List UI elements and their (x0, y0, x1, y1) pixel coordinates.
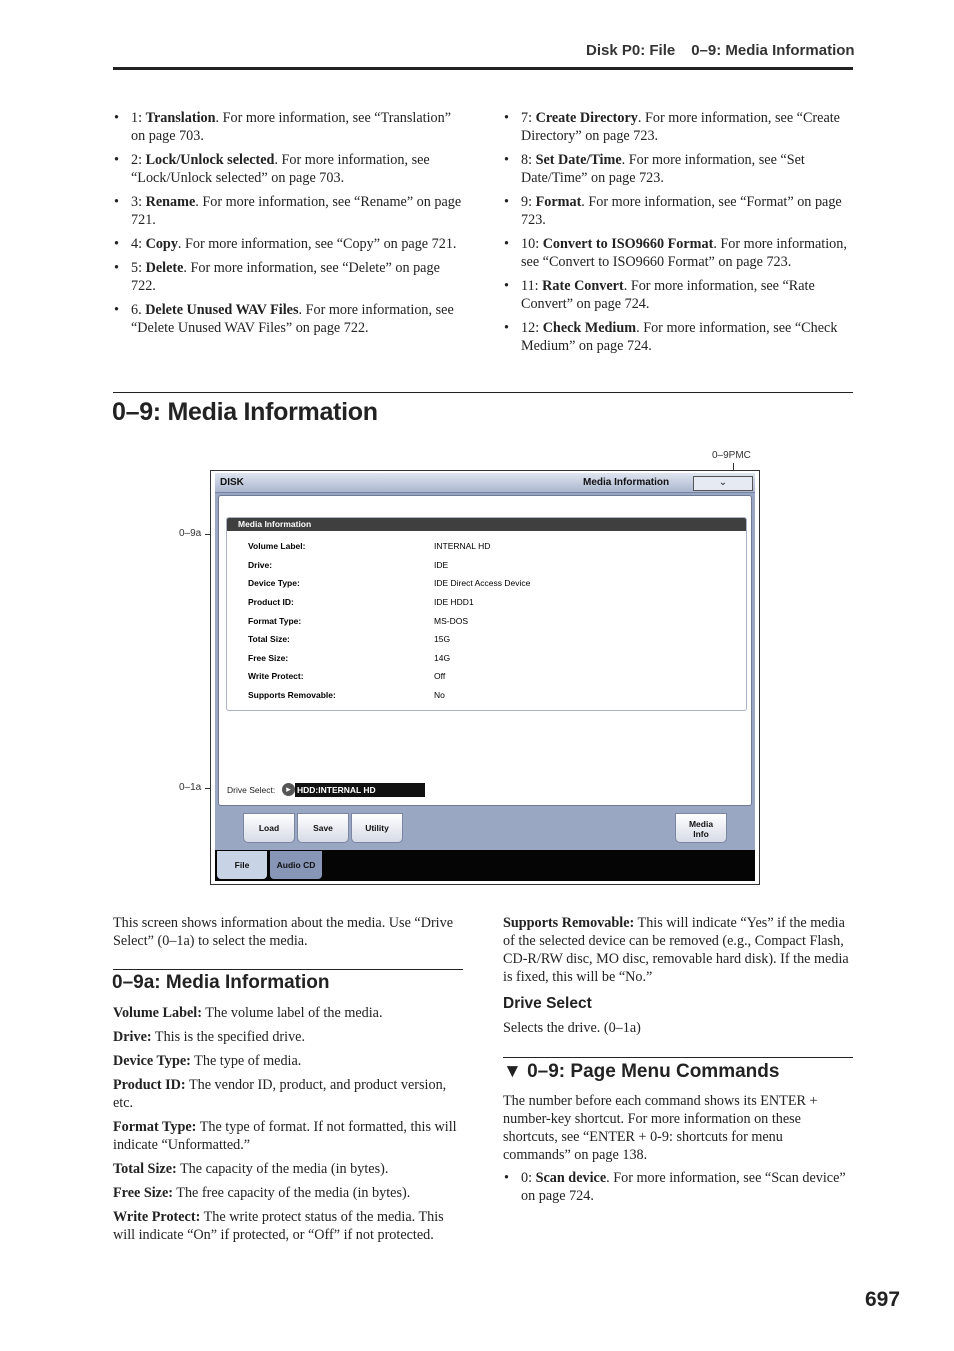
list-item: • 4: Copy. For more information, see “Copy” on page 721. (113, 235, 463, 253)
definition: Total Size: The capacity of the media (in bytes). (113, 1161, 389, 1177)
intro-paragraph: This screen shows information about the media. Use “Drive Select” (0–1a) to select the media. (113, 915, 454, 949)
page-label: Media Information (583, 477, 670, 488)
mode-label: DISK (220, 477, 244, 488)
list-item: • 2: Lock/Unlock selected. For more information, see “Lock/Unlock selected” on page 703. (113, 151, 463, 187)
supports-removable-definition: Supports Removable: This will indicate “Yes” if the media of the selected device can be removed (e.g., Compact Flash, CD-R/RW disc, MO disc, removable hard disk). If the media is fixed, this will be “No.” (503, 915, 849, 985)
drive-select-value[interactable]: HDD:INTERNAL HD (295, 783, 425, 797)
list-item: • 5: Delete. For more information, see “Delete” on page 722. (113, 259, 463, 295)
drive-select[interactable] (227, 783, 527, 797)
list-item: • 11: Rate Convert. For more information, see “Rate Convert” on page 724. (503, 277, 853, 313)
command-list-left (113, 109, 463, 343)
drive-select-text: Selects the drive. (0–1a) (503, 1020, 641, 1036)
save-button[interactable]: Save (297, 813, 349, 843)
media-info-label-line1: Media (688, 819, 714, 829)
tab-audio-cd[interactable]: Audio CD (270, 851, 322, 879)
list-item: • 7: Create Directory. For more information, see “Create Directory” on page 723. (503, 109, 853, 145)
media-information-panel: Media Information Volume Label: INTERNAL HD Drive: IDE Device Type: IDE Direct Access Device Product ID: IDE HDD1 Format Type: MS-DOS Total Size: 15G Free Size: 14G Write Protect: Off Supports Removable: No (226, 517, 747, 711)
page-number: 697 (865, 1288, 901, 1311)
media-info-button[interactable] (675, 813, 727, 843)
pmc-callout-label: 0–9PMC (712, 450, 751, 461)
list-item: • 10: Convert to ISO9660 Format. For more information, see “Convert to ISO9660 Format” on page 723. (503, 235, 853, 271)
media-info-label-line2: Info (693, 829, 709, 839)
definition: Device Type: The type of media. (113, 1053, 302, 1069)
utility-button[interactable]: Utility (351, 813, 403, 843)
drive-select-heading: Drive Select (503, 995, 592, 1012)
screen-titlebar (215, 473, 755, 493)
running-header-section: Disk P0: File (586, 42, 676, 59)
definition: Free Size: The free capacity of the media (in bytes). (113, 1185, 411, 1201)
list-item: • 12: Check Medium. For more information, see “Check Medium” on page 724. (503, 319, 853, 355)
pmc-command-list (503, 1169, 853, 1211)
list-item: • 8: Set Date/Time. For more information, see “Set Date/Time” on page 723. (503, 151, 853, 187)
running-header-title: 0–9: Media Information (691, 42, 855, 59)
running-header (586, 42, 855, 59)
panel-title: Media Information (227, 518, 746, 531)
load-button[interactable]: Load (243, 813, 295, 843)
popup-arrow-icon[interactable]: ▸ (282, 783, 295, 796)
definition: Product ID: The vendor ID, product, and product version, etc. (113, 1077, 447, 1111)
subsection-rule (113, 969, 463, 970)
subsection-rule (503, 1057, 853, 1058)
page-menu-button[interactable] (693, 476, 753, 491)
chevron-down-icon: ⌄ (718, 477, 728, 488)
list-item: • 6. Delete Unused WAV Files. For more information, see “Delete Unused WAV Files” on page 722. (113, 301, 463, 337)
list-item: • 9: Format. For more information, see “Format” on page 723. (503, 193, 853, 229)
callout-1a-label: 0–1a (179, 782, 202, 793)
drive-select-label: Drive Select: (227, 785, 276, 795)
subsection-title-page-menu-commands: ▼ 0–9: Page Menu Commands (503, 1061, 780, 1082)
tab-file[interactable]: File (217, 851, 267, 879)
definitions (113, 1004, 463, 1250)
header-rule (113, 67, 853, 70)
definition: Write Protect: The write protect status of the media. This will indicate “On” if protected, or “Off” if not protected. (113, 1209, 444, 1243)
callout-9a-label: 0–9a (179, 528, 202, 539)
section-title: 0–9: Media Information (112, 398, 378, 426)
subsection-title-media-information: 0–9a: Media Information (112, 972, 330, 993)
device-screen (215, 473, 755, 881)
command-list-right (503, 109, 853, 361)
list-item: • 0: Scan device. For more information, see “Scan device” on page 724. (503, 1169, 853, 1205)
list-item: • 3: Rename. For more information, see “Rename” on page 721. (113, 193, 463, 229)
section-rule (113, 392, 853, 393)
definition: Volume Label: The volume label of the media. (113, 1005, 383, 1021)
pmc-intro-paragraph: The number before each command shows its ENTER + number-key shortcut. For more information on these shortcuts, see “ENTER + 0-9: shortcuts for menu commands” on page 138. (503, 1093, 818, 1163)
definition: Drive: This is the specified drive. (113, 1029, 306, 1045)
screen-main-area (218, 495, 752, 806)
definition: Format Type: The type of format. If not formatted, this will indicate “Unformatted.” (113, 1119, 457, 1153)
list-item: • 1: Translation. For more information, see “Translation” on page 703. (113, 109, 463, 145)
